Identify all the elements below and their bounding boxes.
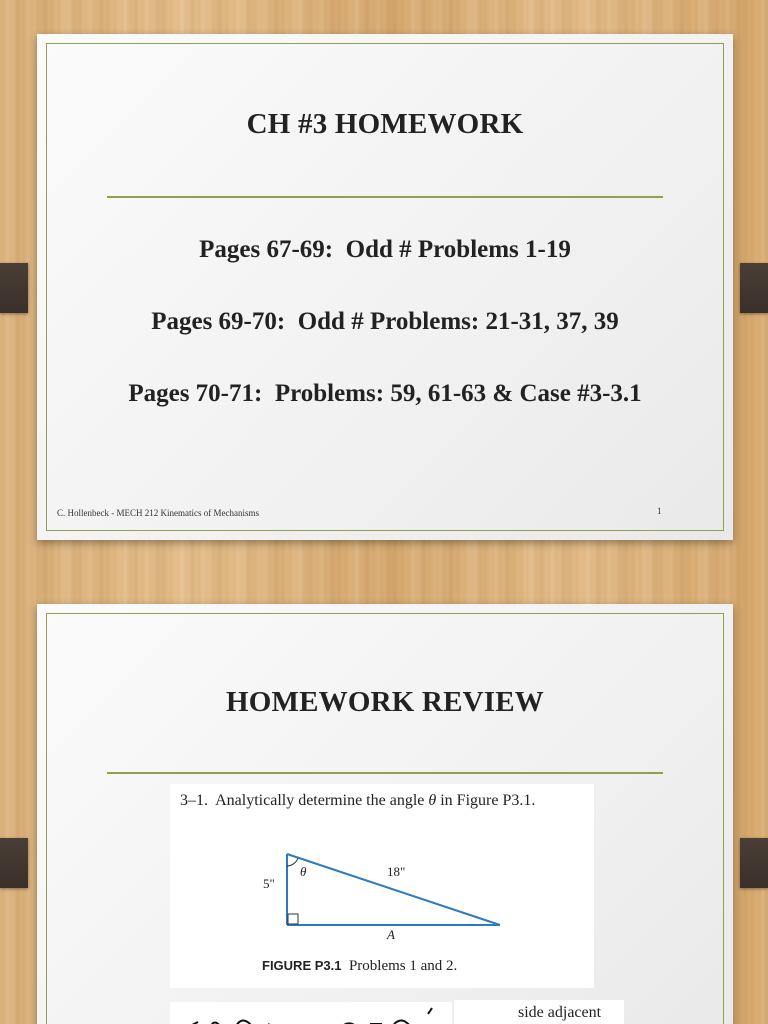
slide-title: HOMEWORK REVIEW bbox=[226, 686, 544, 718]
slide-1 bbox=[37, 34, 733, 540]
theta-label: θ bbox=[300, 864, 307, 879]
title-divider bbox=[107, 196, 663, 198]
assignment-line: Pages 69-70: Odd # Problems: 21-31, 37, 39 bbox=[151, 308, 619, 335]
problem-figure bbox=[170, 784, 594, 988]
problem-text: Analytically determine the angle bbox=[208, 792, 429, 809]
slide-2 bbox=[37, 604, 733, 1024]
right-angle-marker bbox=[288, 914, 298, 924]
figure-caption-text: Problems 1 and 2. bbox=[341, 958, 458, 974]
vertical-side-label: 5" bbox=[263, 876, 275, 891]
assignment-line: Pages 67-69: Odd # Problems 1-19 bbox=[199, 236, 571, 263]
binder-tab-left bbox=[0, 838, 28, 888]
angle-arc bbox=[287, 858, 298, 866]
slide-number: 1 bbox=[657, 506, 662, 516]
assignment-line: Pages 70-71: Problems: 59, 61-63 & Case #3-3.1 bbox=[128, 380, 642, 407]
handwritten-work bbox=[170, 1002, 452, 1024]
slide-title: CH #3 HOMEWORK bbox=[246, 108, 524, 140]
base-label: A bbox=[387, 927, 395, 942]
hypotenuse-label: 18" bbox=[387, 864, 406, 879]
side-adjacent-note bbox=[454, 1000, 624, 1024]
slide-footer: C. Hollenbeck - MECH 212 Kinematics of Mechanisms bbox=[57, 508, 259, 518]
figure-caption bbox=[262, 958, 457, 975]
binder-tab-right bbox=[740, 838, 768, 888]
problem-number: 3–1. bbox=[180, 792, 208, 809]
side-adjacent-text: side adjacent bbox=[518, 1004, 602, 1021]
title-divider bbox=[107, 772, 663, 774]
handwriting-strokes bbox=[170, 1002, 452, 1024]
binder-tab-left bbox=[0, 263, 28, 313]
theta-symbol: θ bbox=[428, 792, 437, 809]
problem-text: in Figure P3.1. bbox=[436, 792, 536, 809]
binder-tab-right bbox=[740, 263, 768, 313]
figure-caption-label: FIGURE P3.1 bbox=[262, 958, 342, 973]
